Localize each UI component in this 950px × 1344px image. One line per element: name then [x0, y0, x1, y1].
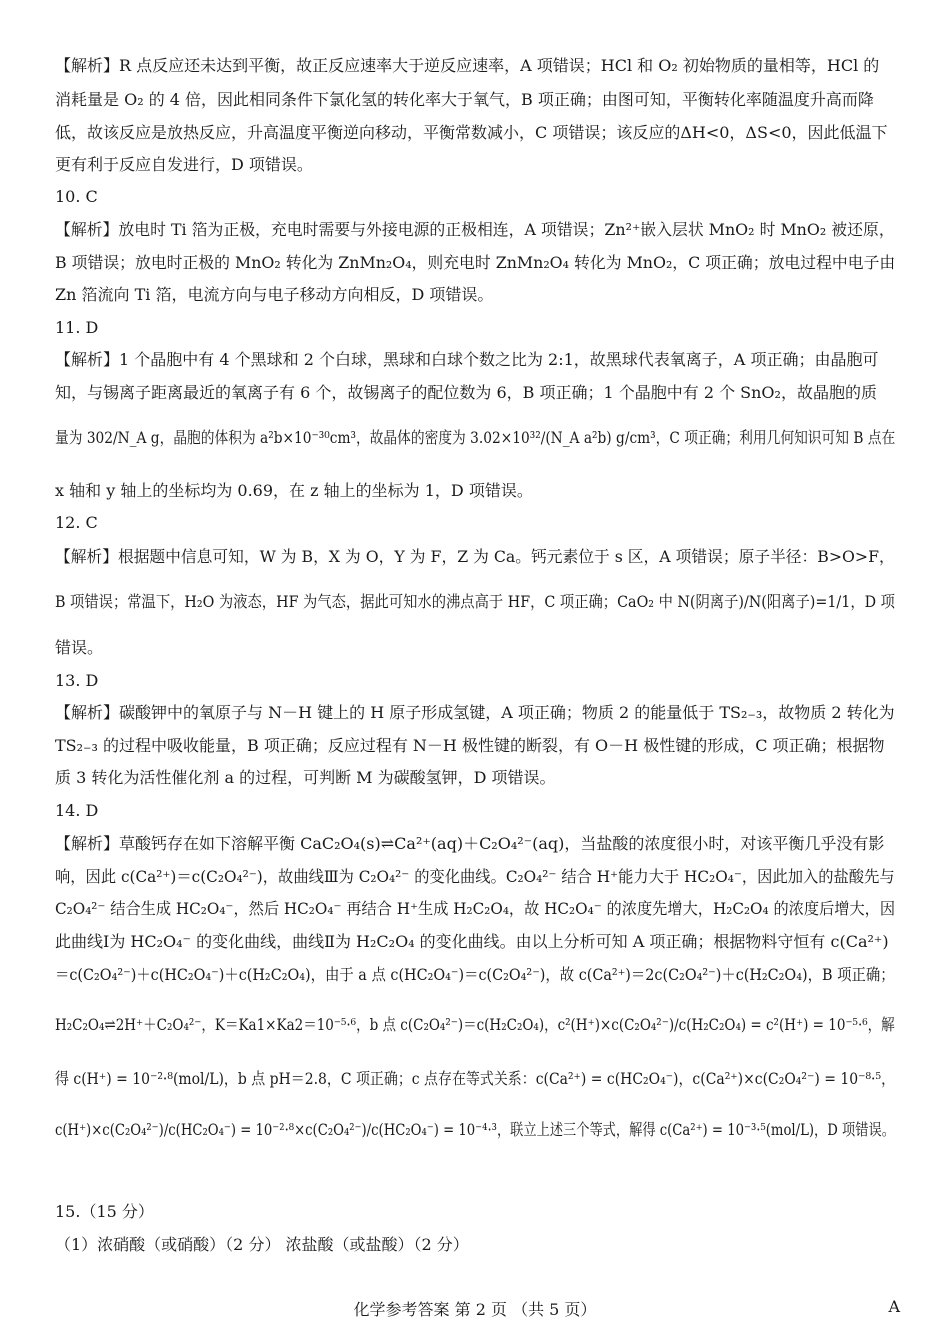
text-line: TS₂₋₃ 的过程中吸收能量，B 项正确；反应过程有 N－H 极性键的断裂，有 O－H 极性键的形成，C 项正确；根据物 [55, 736, 885, 755]
text-line: 知，与锡离子距离最近的氧离子有 6 个，故锡离子的配位数为 6，B 项正确；1 个晶胞中有 2 个 SnO₂，故晶胞的质 [55, 383, 877, 402]
text-line: Zn 箔流向 Ti 箔，电流方向与电子移动方向相反，D 项错误。 [55, 285, 494, 304]
text-line: 【解析】放电时 Ti 箔为正极，充电时需要与外接电源的正极相连，A 项错误；Zn²⁺嵌入层状 MnO₂ 时 MnO₂ 被还原， [55, 220, 895, 239]
text-line: 质 3 转化为活性催化剂 a 的过程，可判断 M 为碳酸氢钾，D 项错误。 [55, 768, 556, 787]
text-line: c(H⁺)×c(C₂O₄²⁻)/c(HC₂O₄⁻) = 10⁻²·⁸×c(C₂O₄²⁻)/c(HC₂O₄⁻) = 10⁻⁴·³，联立上述三个等式，解得 c(Ca²⁺) = 10⁻³·⁵(mol/L)，D 项错误。 [55, 1120, 895, 1139]
text-line: 消耗量是 O₂ 的 4 倍，因此相同条件下氯化氢的转化率大于氧气，B 项正确；由图可知，平衡转化率随温度升高而降 [55, 90, 874, 109]
text-line: 错误。 [55, 638, 104, 657]
text-line: B 项错误；常温下，H₂O 为液态，HF 为气态，据此可知水的沸点高于 HF，C 项正确；CaO₂ 中 N(阴离子)/N(阳离子)=1/1，D 项 [55, 592, 895, 611]
question-number: 15.（15 分） [55, 1202, 154, 1221]
question-number: 14. D [55, 801, 99, 820]
text-line: C₂O₄²⁻ 结合生成 HC₂O₄⁻，然后 HC₂O₄⁻ 再结合 H⁺生成 H₂C₂O₄，故 HC₂O₄⁻ 的浓度先增大，H₂C₂O₄ 的浓度后增大，因 [55, 899, 896, 918]
text-line: B 项错误；放电时正极的 MnO₂ 转化为 ZnMn₂O₄，则充电时 ZnMn₂O₄ 转化为 MnO₂，C 项正确；放电过程中电子由 [55, 253, 896, 272]
text-line: x 轴和 y 轴上的坐标均为 0.69，在 z 轴上的坐标为 1，D 项错误。 [55, 481, 533, 500]
page-footer: 化学参考答案 第 2 页 （共 5 页） [353, 1300, 597, 1319]
text-line: 响，因此 c(Ca²⁺)＝c(C₂O₄²⁻)，故曲线Ⅲ为 C₂O₄²⁻ 的变化曲线。C₂O₄²⁻ 结合 H⁺能力大于 HC₂O₄⁻，因此加入的盐酸先与 [55, 867, 895, 886]
question-number: 12. C [55, 513, 98, 532]
text-line: （1）浓硝酸（或硝酸）（2 分） 浓盐酸（或盐酸）（2 分） [55, 1235, 469, 1254]
text-line: 得 c(H⁺) = 10⁻²·⁸(mol/L)，b 点 pH＝2.8，C 项正确；c 点存在等式关系：c(Ca²⁺) = c(HC₂O₄⁻)，c(Ca²⁺)×c(C₂O₄²⁻) = 10⁻⁸·⁵， [55, 1069, 896, 1088]
question-number: 11. D [55, 318, 99, 337]
text-line: 更有利于反应自发进行，D 项错误。 [55, 155, 313, 174]
text-line: H₂C₂O₄⇌2H⁺＋C₂O₄²⁻，K＝Ka1×Ka2＝10⁻⁵·⁶，b 点 c(C₂O₄²⁻)＝c(H₂C₂O₄)，c²(H⁺)×c(C₂O₄²⁻)/c(H₂C₂O₄) = c²(H⁺) = 10⁻⁵·⁶，解 [55, 1015, 895, 1034]
text-line: 【解析】根据题中信息可知，W 为 B，X 为 O，Y 为 F，Z 为 Ca。钙元素位于 s 区，A 项错误；原子半径：B>O>F， [55, 547, 895, 566]
text-line: 【解析】碳酸钾中的氧原子与 N－H 键上的 H 原子形成氢键，A 项正确；物质 2 的能量低于 TS₂₋₃，故物质 2 转化为 [55, 703, 895, 722]
text-line: 【解析】R 点反应还未达到平衡，故正反应速率大于逆反应速率，A 项错误；HCl 和 O₂ 初始物质的量相等，HCl 的 [55, 56, 880, 75]
text-line: 低，故该反应是放热反应，升高温度平衡逆向移动，平衡常数减小，C 项错误；该反应的ΔH<0，ΔS<0，因此低温下 [55, 123, 888, 142]
version-label: A [888, 1297, 900, 1316]
text-line: 【解析】草酸钙存在如下溶解平衡 CaC₂O₄(s)⇌Ca²⁺(aq)＋C₂O₄²⁻(aq)，当盐酸的浓度很小时，对该平衡几乎没有影 [55, 834, 885, 853]
question-number: 10. C [55, 187, 98, 206]
text-line: 此曲线Ⅰ为 HC₂O₄⁻ 的变化曲线，曲线Ⅱ为 H₂C₂O₄ 的变化曲线。由以上分析可知 A 项正确；根据物料守恒有 c(Ca²⁺) [55, 932, 889, 951]
question-number: 13. D [55, 671, 99, 690]
text-line: ＝c(C₂O₄²⁻)＋c(HC₂O₄⁻)＋c(H₂C₂O₄)，由于 a 点 c(HC₂O₄⁻)＝c(C₂O₄²⁻)，故 c(Ca²⁺)＝2c(C₂O₄²⁻)＋c(H₂C₂O₄)，B 项正确； [55, 965, 895, 984]
text-line: 【解析】1 个晶胞中有 4 个黑球和 2 个白球，黑球和白球个数之比为 2:1，故黑球代表氧离子，A 项正确；由晶胞可 [55, 350, 879, 369]
text-line: 量为 302/N_A g，晶胞的体积为 a²b×10⁻³⁰cm³，故晶体的密度为 3.02×10³²/(N_A a²b) g/cm³，C 项正确；利用几何知识可知 B 点在 [55, 428, 896, 447]
